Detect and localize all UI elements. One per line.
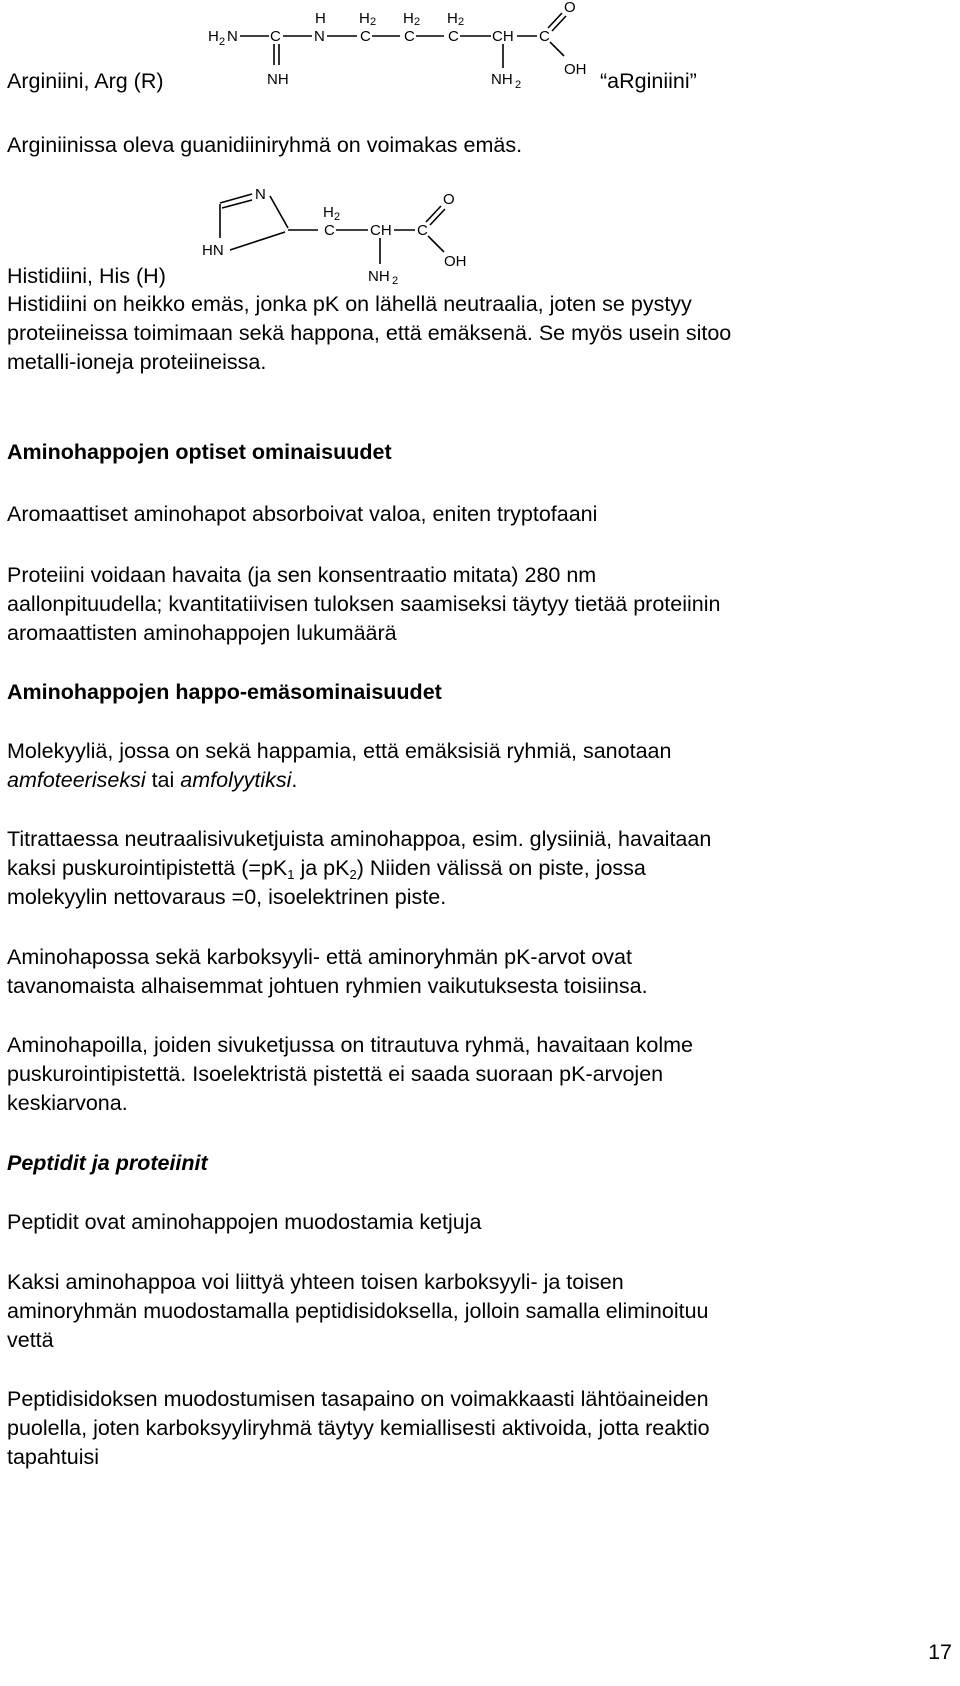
atom-h2-2-sub: 2 xyxy=(414,16,421,28)
atom-h2-1-sub: 2 xyxy=(370,16,377,28)
optical-p2-line2: aallonpituudella; kvantitatiivisen tuloksen saamiseksi täytyy tietää proteiinin xyxy=(7,592,721,616)
histidine-para-line3: metalli-ioneja proteiineissa. xyxy=(7,350,267,374)
atom-o: O xyxy=(443,191,455,208)
atom-nh-imine: NH xyxy=(267,71,289,88)
atom-amine-h: H xyxy=(315,10,326,27)
optical-p2-line3: aromaattisten aminohappojen lukumäärä xyxy=(7,621,397,645)
atom-oh: OH xyxy=(444,253,467,270)
acidbase-p3-line1: Aminohapossa sekä karboksyyli- että aminoryhmän pK-arvot ovat xyxy=(7,945,632,969)
peptides-heading: Peptidit ja proteiinit xyxy=(7,1151,208,1175)
acidbase-p4-line2: puskurointipistettä. Isoelektristä pistettä ei saada suoraan pK-arvojen xyxy=(7,1062,664,1086)
atom-ch: CH xyxy=(370,222,392,239)
atom-h2-sub: 2 xyxy=(334,211,341,223)
atom-h2-2: H xyxy=(403,10,414,27)
arginine-mnemonic: “aRginiini” xyxy=(600,69,697,93)
atom-guanidine-c: C xyxy=(270,28,281,45)
atom-o: O xyxy=(564,0,576,16)
peptides-p1: Peptidit ovat aminohappojen muodostamia ketjuja xyxy=(7,1210,482,1234)
acidbase-p3-line2: tavanomaista alhaisemmat johtuen ryhmien vaikutuksesta toisiinsa. xyxy=(7,974,648,998)
atom-nh2: NH xyxy=(491,71,513,88)
atom-oh: OH xyxy=(564,61,587,78)
histidine-label: Histidiini, His (H) xyxy=(7,264,166,288)
atom-acid-c: C xyxy=(539,28,550,45)
atom-h2n-h: H xyxy=(208,28,219,45)
optical-p1: Aromaattiset aminohapot absorboivat valoa, eniten tryptofaani xyxy=(7,502,598,526)
atom-nh2-sub: 2 xyxy=(392,275,399,287)
atom-nh2-sub: 2 xyxy=(515,79,522,90)
histidine-para-line2: proteiineissa toimimaan sekä happona, että emäksenä. Se myös usein sitoo xyxy=(7,321,732,345)
page-number: 17 xyxy=(928,1640,952,1664)
atom-nh2: NH xyxy=(368,268,390,285)
atom-h2n-sub: 2 xyxy=(219,36,226,48)
histidine-structure xyxy=(190,178,490,288)
atom-c2: C xyxy=(404,28,415,45)
acidbase-p2-line1: Titrattaessa neutraalisivuketjuista aminohappoa, esim. glysiiniä, havaitaan xyxy=(7,827,712,851)
acidbase-p4-line3: keskiarvona. xyxy=(7,1091,128,1115)
optical-p2-line1: Proteiini voidaan havaita (ja sen konsentraatio mitata) 280 nm xyxy=(7,563,597,587)
acidbase-p4-line1: Aminohapoilla, joiden sivuketjussa on titrautuva ryhmä, havaitaan kolme xyxy=(7,1033,693,1057)
peptides-p3-line2: puolella, joten karboksyyliryhmä täytyy kemiallisesti aktivoida, jotta reaktio xyxy=(7,1416,710,1440)
arginine-structure xyxy=(200,0,600,90)
arginine-note: Arginiinissa oleva guanidiiniryhmä on voimakas emäs. xyxy=(7,133,523,157)
peptides-p2-line2: aminoryhmän muodostamalla peptidisidoksella, jolloin samalla eliminoituu xyxy=(7,1299,709,1323)
atom-c1: C xyxy=(360,28,371,45)
histidine-para-line1: Histidiini on heikko emäs, jonka pK on lähellä neutraalia, joten se pystyy xyxy=(7,292,692,316)
acidbase-p2-line2: kaksi puskurointipistettä ($=pK_1$ ja $pK_2$) Niiden välissä on piste, jossa xyxy=(7,856,646,882)
atom-amine-n: N xyxy=(314,28,325,45)
acidbase-p2-line3: molekyylin nettovaraus =0, isoelektrinen piste. xyxy=(7,885,447,909)
atom-h2-1: H xyxy=(359,10,370,27)
acidbase-p1-line2: amfoteeriseksi tai amfolyytiksi. xyxy=(7,768,298,792)
optical-heading: Aminohappojen optiset ominaisuudet xyxy=(7,440,392,464)
atom-h2-3: H xyxy=(447,10,458,27)
atom-acid-c: C xyxy=(417,222,428,239)
peptides-p2-line1: Kaksi aminohappoa voi liittyä yhteen toisen karboksyyli- ja toisen xyxy=(7,1270,624,1294)
atom-h2-3-sub: 2 xyxy=(458,16,465,28)
atom-h2: H xyxy=(323,204,334,221)
atom-ring-hn: HN xyxy=(202,242,224,259)
atom-c3: C xyxy=(448,28,459,45)
atom-h2n-n: N xyxy=(227,28,238,45)
acidbase-p1-line1: Molekyyliä, jossa on sekä happamia, että emäksisiä ryhmiä, sanotaan xyxy=(7,739,672,763)
atom-ring-n: N xyxy=(255,186,266,203)
arginine-label: Arginiini, Arg (R) xyxy=(7,69,164,93)
atom-ch2-c: C xyxy=(324,222,335,239)
peptides-p2-line3: vettä xyxy=(7,1328,54,1352)
atom-ch: CH xyxy=(492,28,514,45)
peptides-p3-line1: Peptidisidoksen muodostumisen tasapaino on voimakkaasti lähtöaineiden xyxy=(7,1387,709,1411)
peptides-p3-line3: tapahtuisi xyxy=(7,1445,100,1469)
acidbase-heading: Aminohappojen happo-emäsominaisuudet xyxy=(7,680,442,704)
